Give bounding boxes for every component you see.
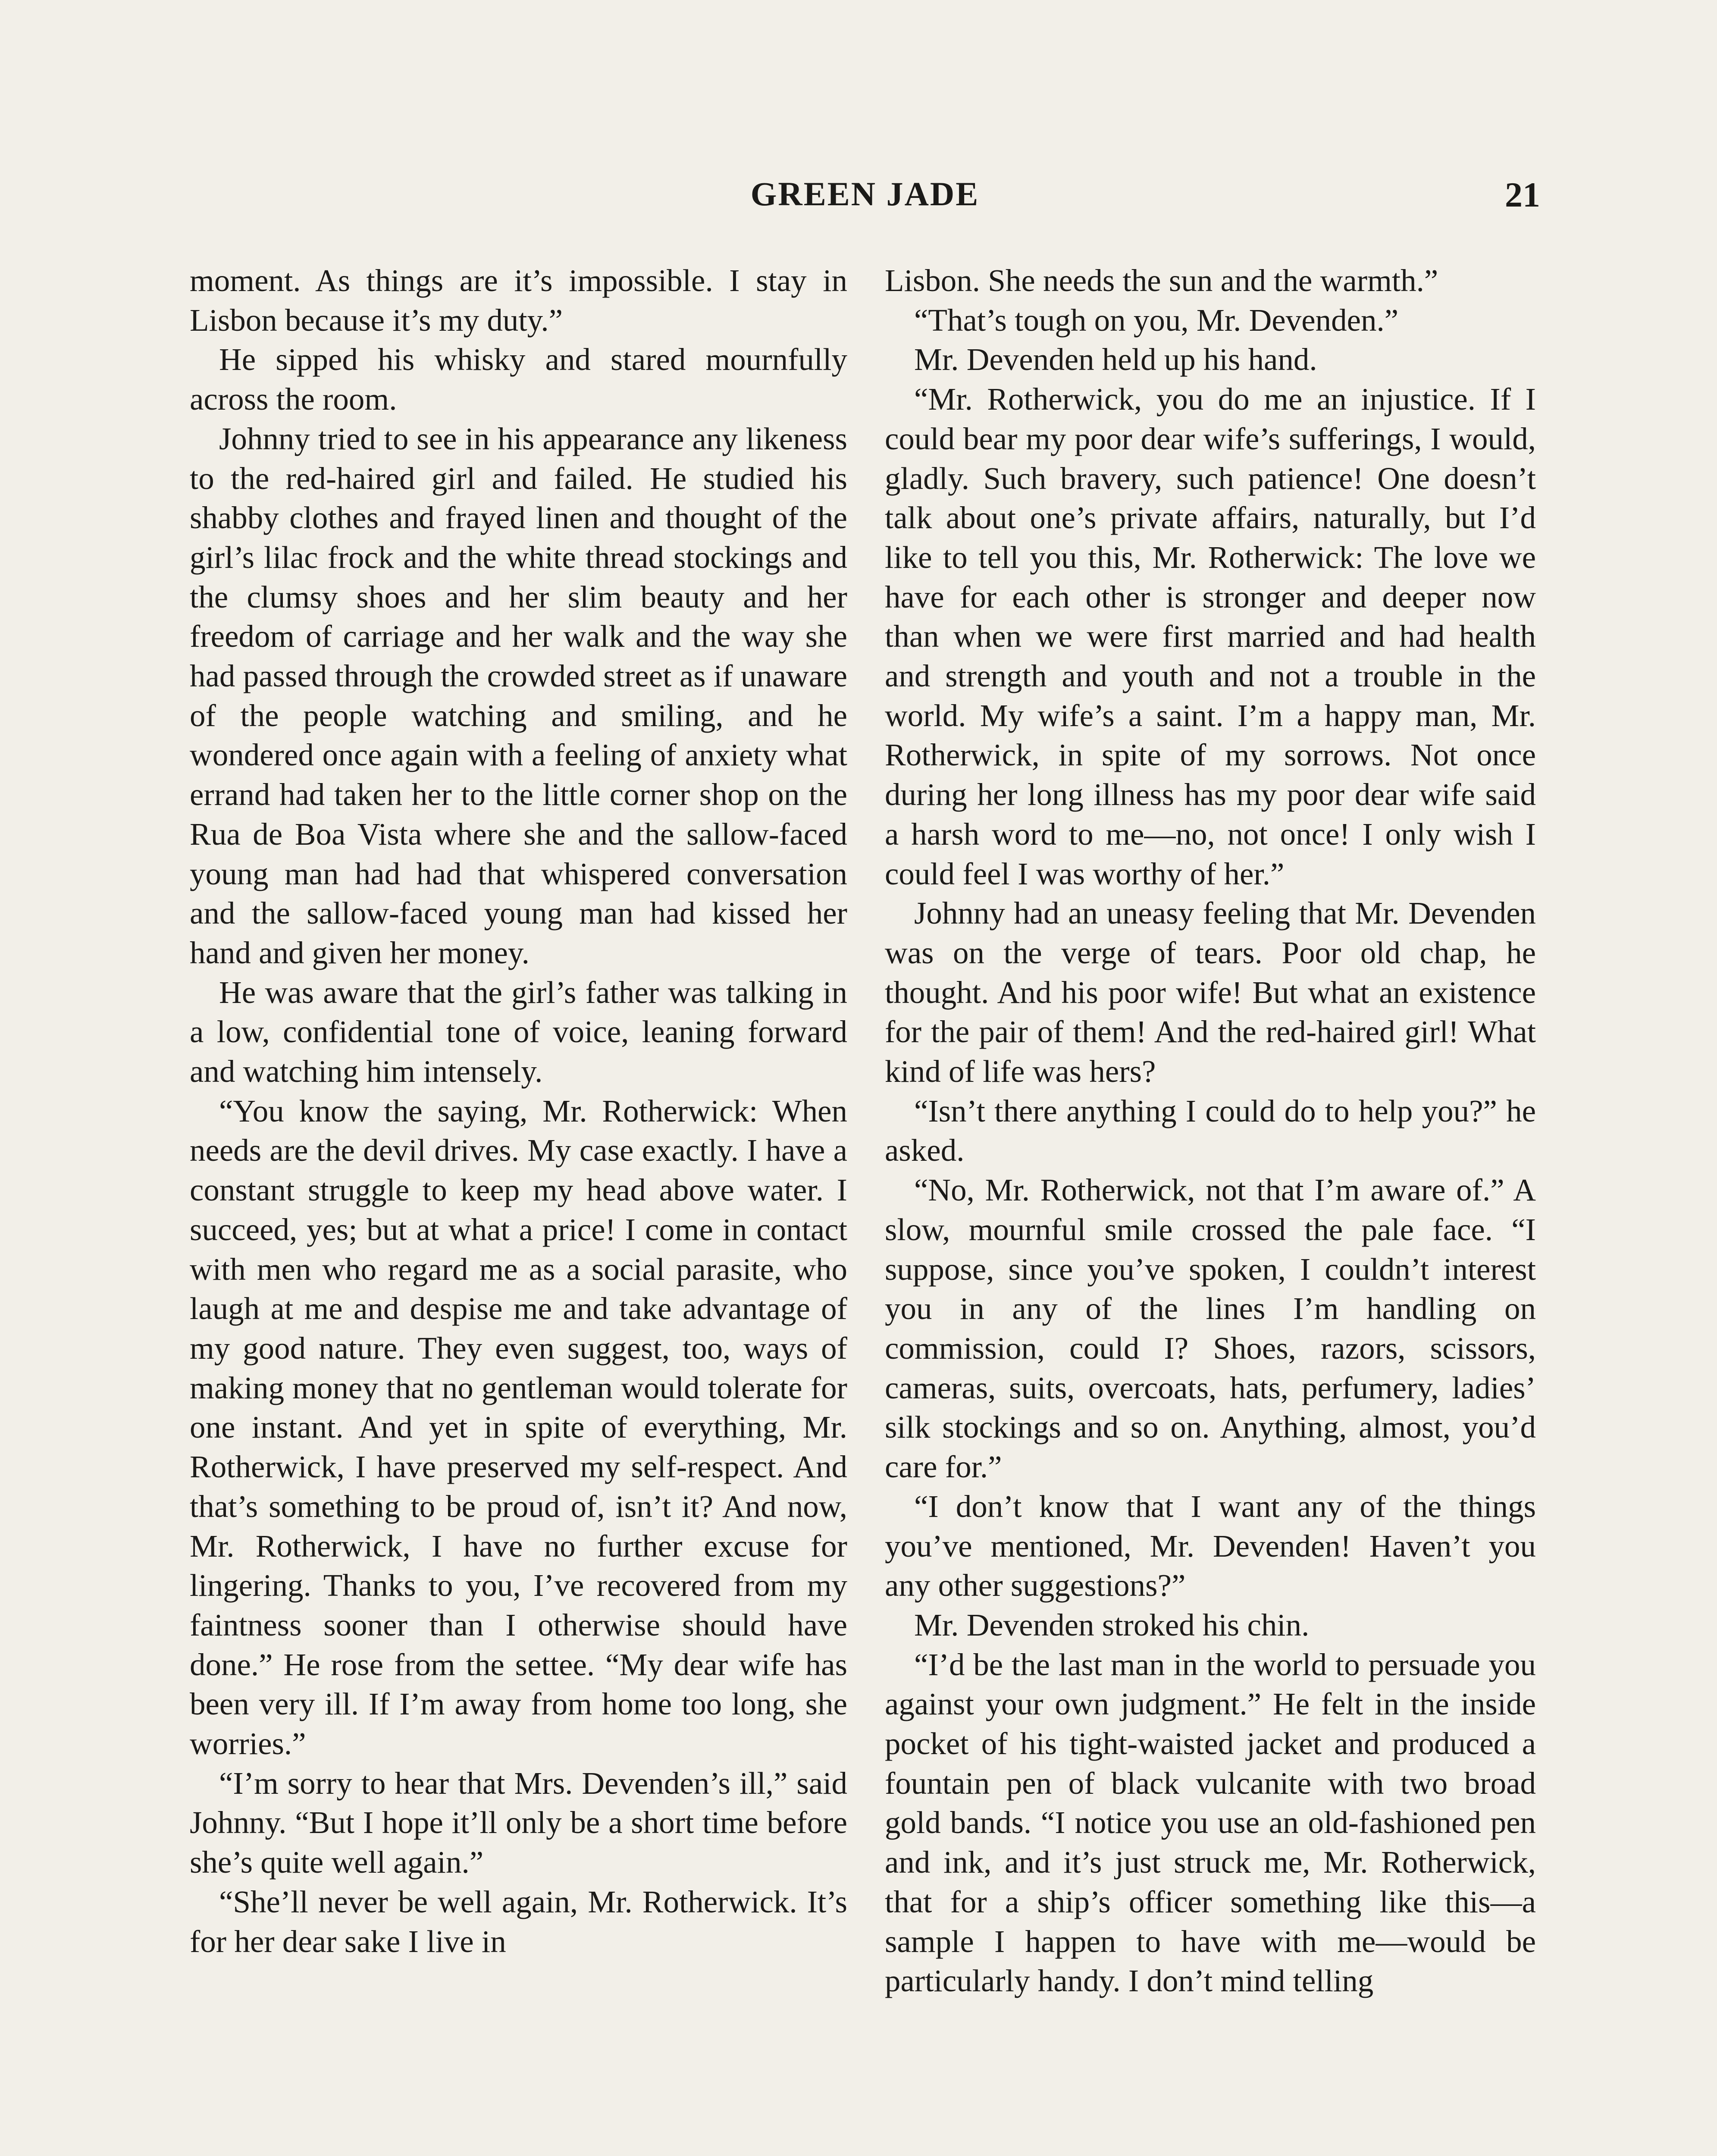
paragraph: He was aware that the girl’s father was talking in a low, confidential tone of voice, leaning forward and watching him intensely. [190,975,847,1089]
right-column [885,261,1536,2001]
paragraph: Johnny tried to see in his appearance any likeness to the red-haired girl and failed. He studied his shabby clothes and frayed linen and thought of the girl’s lilac frock and the white thread stockings and the clumsy shoes and her slim beauty and her freedom of carriage and her walk and the way she had passed through the crowded street as if unaware of the people watching and smiling, and he wondered once again with a feeling of anxiety what errand had taken her to the little corner shop on the Rua de Boa Vista where she and the sallow-faced young man had had that whispered conversation and the sallow-faced young man had kissed her hand and given her money. [190,421,847,970]
paragraph: Mr. Devenden held up his hand. [914,342,1317,377]
running-head [190,175,1540,222]
paragraph: “She’ll never be well again, Mr. Rotherwick. It’s for her dear sake I live in [190,1884,847,1959]
paragraph: Mr. Devenden stroked his chin. [914,1607,1310,1642]
paragraph: “I’d be the last man in the world to persuade you against your own judgment.” He felt in the inside pocket of his tight-waisted jacket and produced a fountain pen of black vulcanite with two broad gold bands. “I notice you use an old-fashioned pen and ink, and it’s just struck me, Mr. Rotherwick, that for a ship’s officer something like this—a sample I happen to have with me—would be particularly handy. I don’t mind telling [885,1647,1536,1999]
paragraph: “No, Mr. Rotherwick, not that I’m aware of.” A slow, mournful smile crossed the pale face. “I suppose, since you’ve spoken, I couldn’t interest you in any of the lines I’m handling on commission, could I? Shoes, razors, scissors, cameras, suits, overcoats, hats, perfumery, ladies’ silk stockings and so on. Anything, almost, you’d care for.” [885,1172,1536,1485]
paragraph: moment. As things are it’s impossible. I stay in Lisbon because it’s my duty.” [190,263,847,338]
paragraph: “I’m sorry to hear that Mrs. Devenden’s ill,” said Johnny. “But I hope it’ll only be a short time before she’s quite well again.” [190,1765,847,1880]
running-title: GREEN JADE [750,175,980,213]
paragraph: Lisbon. She needs the sun and the warmth.” [885,263,1438,298]
left-column [190,261,847,1961]
paragraph: “Isn’t there anything I could do to help you?” he asked. [885,1093,1536,1168]
page-number: 21 [1505,175,1540,214]
paragraph: “Mr. Rotherwick, you do me an injustice. If I could bear my poor dear wife’s sufferings, I would, gladly. Such bravery, such patience! One doesn’t talk about one’s private affairs, naturally, but I’d like to tell you this, Mr. Rotherwick: The love we have for each other is stronger and deeper now than when we were first married and had health and strength and youth and not a trouble in the world. My wife’s a saint. I’m a happy man, Mr. Rotherwick, in spite of my sorrows. Not once during her long illness has my poor dear wife said a harsh word to me—no, not once! I only wish I could feel I was worthy of her.” [885,382,1536,891]
paragraph: Johnny had an uneasy feeling that Mr. Devenden was on the verge of tears. Poor old chap, he thought. And his poor wife! But what an existence for the pair of them! And the red-haired girl! What kind of life was hers? [885,896,1536,1089]
paragraph: He sipped his whisky and stared mournfully across the room. [190,342,847,417]
paragraph: “That’s tough on you, Mr. Devenden.” [914,302,1399,338]
paragraph: “You know the saying, Mr. Rotherwick: When needs are the devil drives. My case exactly. I have a constant struggle to keep my head above water. I succeed, yes; but at what a price! I come in contact with men who regard me as a social parasite, who laugh at me and despise me and take advantage of my good nature. They even suggest, too, ways of making money that no gentleman would tolerate for one instant. And yet in spite of everything, Mr. Rotherwick, I have preserved my self-respect. And that’s something to be proud of, isn’t it? And now, Mr. Rotherwick, I have no further excuse for lingering. Thanks to you, I’ve recovered from my faintness sooner than I otherwise should have done.” He rose from the settee. “My dear wife has been very ill. If I’m away from home too long, she worries.” [190,1093,847,1761]
paragraph: “I don’t know that I want any of the things you’ve mentioned, Mr. Devenden! Haven’t you any other suggestions?” [885,1489,1536,1603]
